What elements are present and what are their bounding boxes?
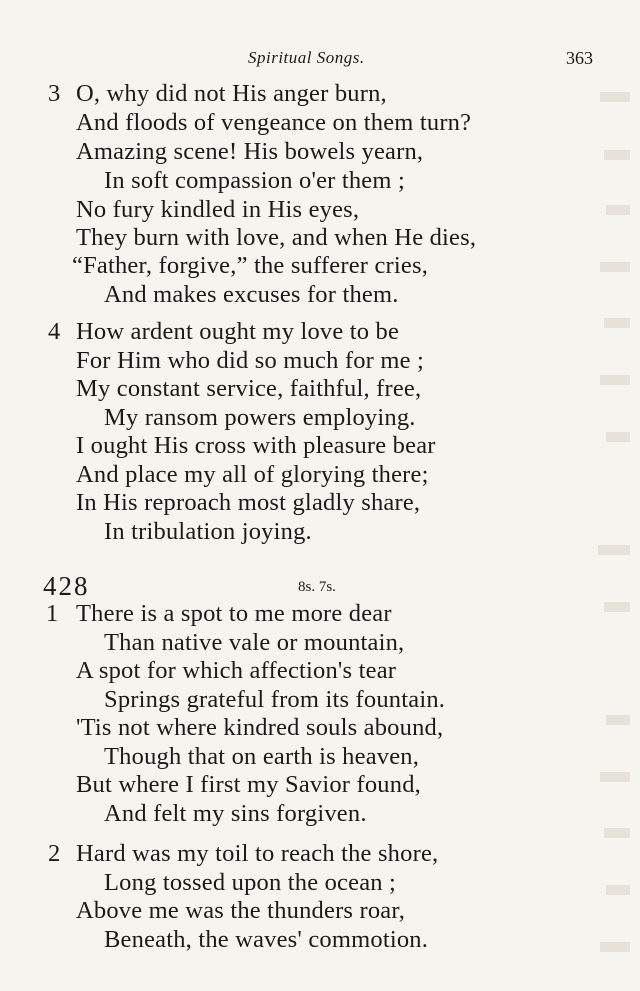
verse-line: O, why did not His anger burn, [76,80,387,107]
verse-line: But where I first my Savior found, [76,771,421,798]
verse-line: In His reproach most gladly share, [76,489,421,516]
verse-line: They burn with love, and when He dies, [76,224,477,251]
stanza-number: 3 [48,80,61,107]
verse-line: How ardent ought my love to be [76,318,400,345]
running-title: Spiritual Songs. [248,48,365,67]
verse-line: Long tossed upon the ocean ; [104,869,397,896]
stanza-number: 1 [46,600,59,627]
verse-line: And floods of vengeance on them turn? [76,109,472,136]
verse-line: In tribulation joying. [104,518,312,545]
verse-line: Beneath, the waves' commotion. [104,926,429,953]
verse-line: Though that on earth is heaven, [104,743,420,770]
verse-line: There is a spot to me more dear [76,600,392,627]
verse-line: No fury kindled in His eyes, [76,196,360,223]
verse-line: A spot for which affection's tear [76,657,397,684]
verse-line: And place my all of glorying there; [76,461,429,488]
verse-line: My ransom powers employing. [104,404,416,431]
verse-line: In soft compassion o'er them ; [104,167,405,194]
verse-line: And felt my sins forgiven. [104,800,367,827]
stanza-number: 2 [48,840,61,867]
verse-line: I ought His cross with pleasure bear [76,432,436,459]
verse-line: Than native vale or mountain, [104,629,405,656]
verse-line: Hard was my toil to reach the shore, [76,840,439,867]
stanza-number: 4 [48,318,61,345]
verse-line: And makes excuses for them. [104,281,399,308]
page-header [0,48,640,72]
verse-line: 'Tis not where kindred souls abound, [76,714,444,741]
verse-line: Amazing scene! His bowels yearn, [76,138,424,165]
verse-line: Springs grateful from its fountain. [104,686,446,713]
verse-line: My constant service, faithful, free, [76,375,422,402]
verse-line: Above me was the thunders roar, [76,897,406,924]
hymn-number: 428 [43,571,90,601]
page-number: 363 [566,48,593,68]
verse-line: For Him who did so much for me ; [76,347,425,374]
verse-line: “Father, forgive,” the sufferer cries, [72,252,429,279]
hymn-meter: 8s. 7s. [298,579,336,595]
